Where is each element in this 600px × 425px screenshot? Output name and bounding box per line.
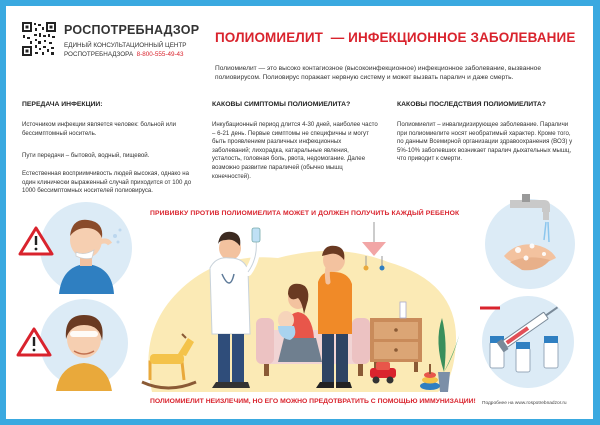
- symptoms-text: Инкубационный период длится 4-30 дней, наиболее часто – 6-21 день. Первые симптомы не специфичны и могут быть проявлением различных инфекционных заболеваний; лихорадка, катаральные явления, усталость, головная боль, рвота, недомогание. Далее возможно развитие параличей (обычно мышц конечностей).: [212, 121, 378, 180]
- vaccine-vials-illustration: [470, 292, 582, 397]
- hotline-phone: 8-800-555-49-43: [136, 51, 184, 58]
- sick-girl-illustration: [14, 295, 134, 400]
- consequences-heading: КАКОВЫ ПОСЛЕДСТВИЯ ПОЛИОМИЕЛИТА?: [397, 101, 546, 108]
- qr-code: [22, 22, 56, 56]
- transmission-text-source: Источником инфекции является человек: больной или бессимптомный носитель.: [22, 121, 177, 137]
- vaccination-callout: ПРИВИВКУ ПРОТИВ ПОЛИОМИЕЛИТА МОЖЕТ И ДОЛЖЕН ПОЛУЧИТЬ КАЖДЫЙ РЕБЕНОК: [150, 210, 460, 217]
- page-title: ПОЛИОМИЕЛИТ — ИНФЕКЦИОННОЕ ЗАБОЛЕВАНИЕ: [215, 30, 576, 45]
- coughing-boy-illustration: [14, 196, 134, 306]
- transmission-heading: ПЕРЕДАЧА ИНФЕКЦИИ:: [22, 101, 103, 108]
- brand-name: РОСПОТРЕБНАДЗОР: [64, 23, 200, 37]
- consequences-text: Полиомиелит – инвалидизирующее заболевание. Параличи при полиомиелите носят необратимый характер. Кроме того, по данным Всемирной организации здравоохранения (ВОЗ) у 5%-10% заболевших возникает паралич дыхательных мышц, что приводит к смерти.: [397, 121, 573, 163]
- brand-contact: [64, 51, 184, 58]
- transmission-text-routes: Пути передачи – бытовой, водный, пищевой.: [22, 152, 150, 159]
- website-link[interactable]: Подробнее на www.rospotrebnadzor.ru: [482, 401, 567, 406]
- brand-subtitle: ЕДИНЫЙ КОНСУЛЬТАЦИОННЫЙ ЦЕНТР: [64, 42, 187, 49]
- brand-org: РОСПОТРЕБНАДЗОРА: [64, 51, 134, 58]
- handwashing-illustration: [470, 192, 582, 292]
- transmission-text-susceptibility: Естественная восприимчивость людей высокая, однако на один клинически выраженный случай приходится от 100 до 1000 бессимптомных носителей полиовируса.: [22, 170, 192, 195]
- intro-text: Полиомиелит — это высоко контагиозное (высокоинфекционное) инфекционное заболевание, вызванное полиовирусом. Полиовирус поражает нервную систему и может вызвать паралич и даже смерть.: [215, 65, 542, 81]
- footer-slogan: ПОЛИОМИЕЛИТ НЕИЗЛЕЧИМ, НО ЕГО МОЖНО ПРЕДОТВРАТИТЬ С ПОМОЩЬЮ ИММУНИЗАЦИИ!: [150, 398, 476, 405]
- symptoms-heading: КАКОВЫ СИМПТОМЫ ПОЛИОМИЕЛИТА?: [212, 101, 351, 108]
- family-doctor-illustration: [138, 222, 470, 396]
